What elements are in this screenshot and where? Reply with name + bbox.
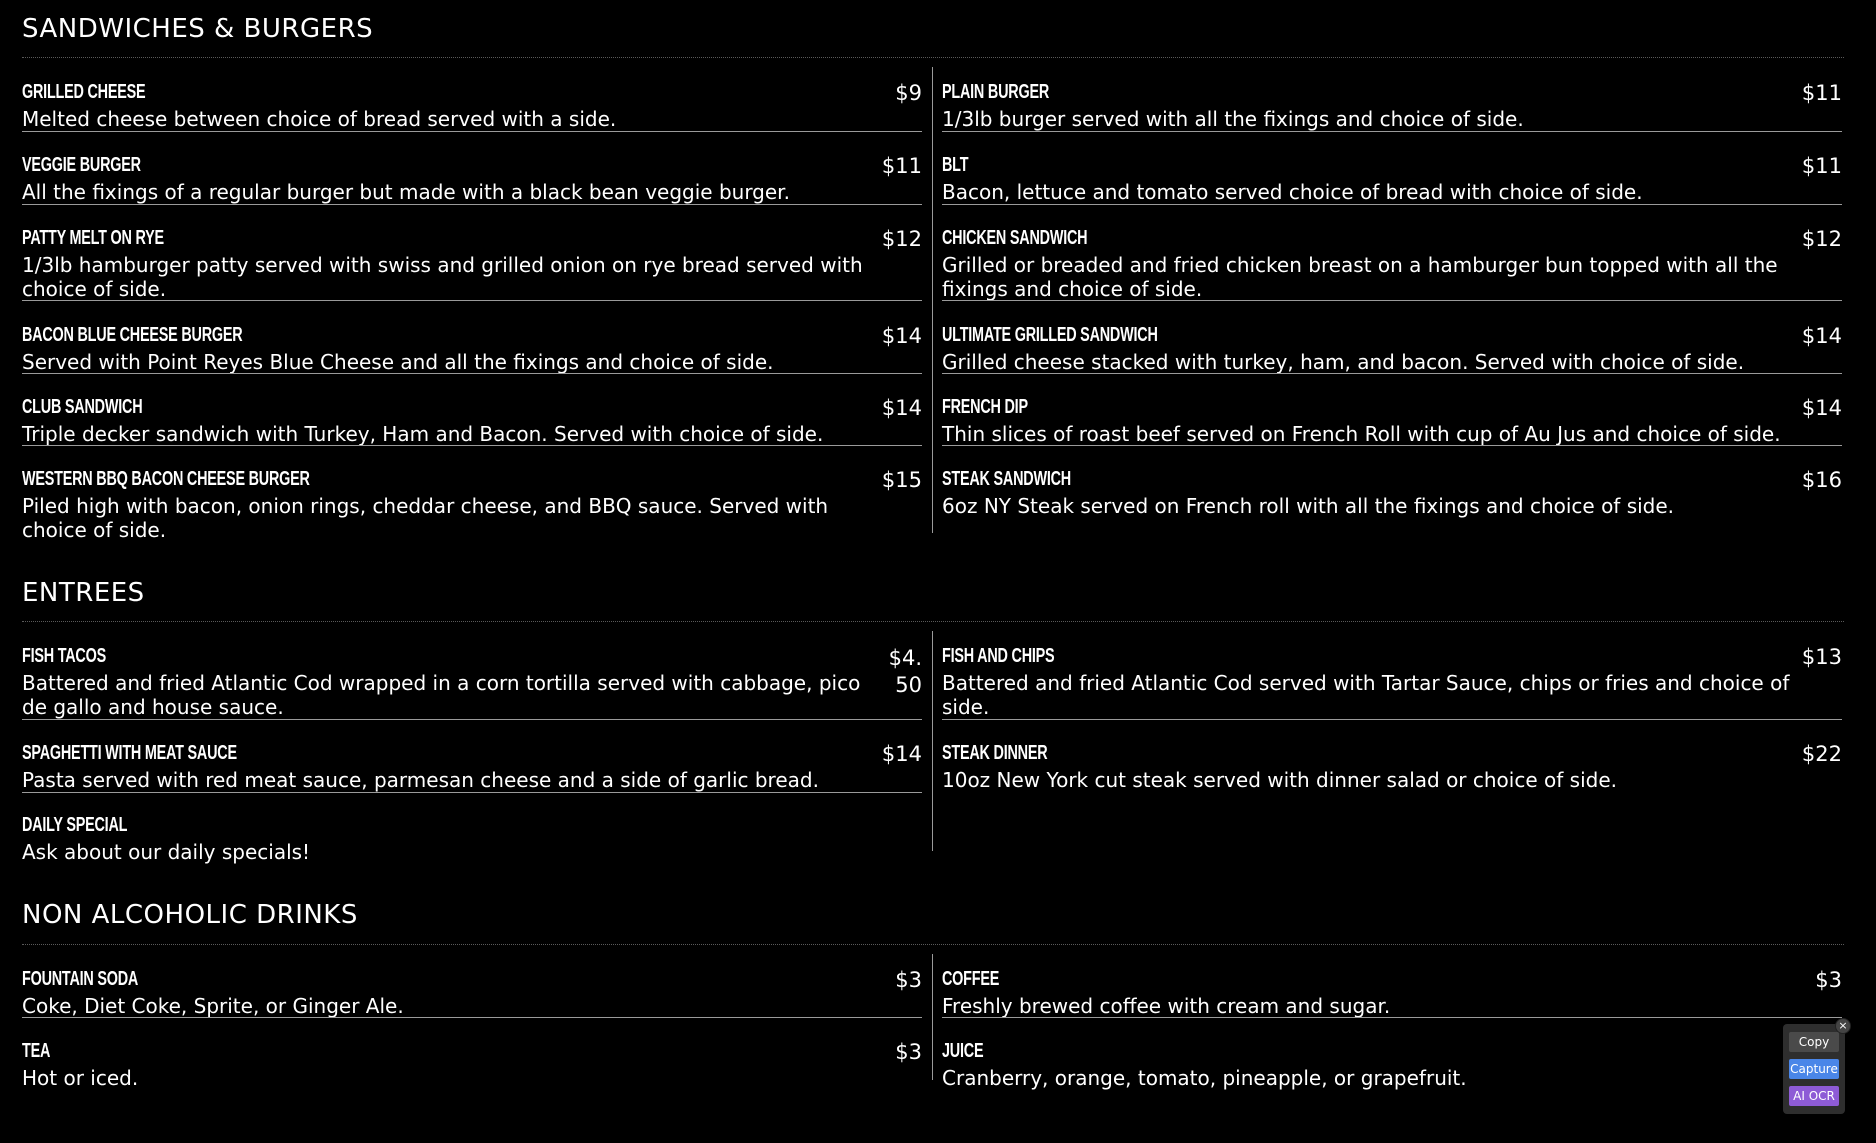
item-separator — [22, 445, 922, 446]
item-price: $12 — [1801, 227, 1842, 251]
item-separator — [942, 300, 1842, 301]
item-separator — [22, 792, 922, 793]
close-icon[interactable]: × — [1835, 1018, 1851, 1034]
item-description: Hot or iced. — [22, 1066, 139, 1090]
item-name: DAILY SPECIAL — [22, 814, 128, 836]
item-price: $13 — [1801, 645, 1842, 669]
item-separator — [22, 131, 922, 132]
item-price: $4.50 — [888, 646, 922, 697]
item-description: 6oz NY Steak served on French roll with all the fixings and choice of side. — [942, 494, 1675, 518]
item-description: Triple decker sandwich with Turkey, Ham and Bacon. Served with choice of side. — [22, 422, 824, 446]
item-name: PATTY MELT ON RYE — [22, 227, 164, 249]
item-description: Cranberry, orange, tomato, pineapple, or grapefruit. — [942, 1066, 1467, 1090]
item-description: Thin slices of roast beef served on French Roll with cup of Au Jus and choice of side. — [942, 422, 1781, 446]
item-name: FISH AND CHIPS — [942, 645, 1055, 667]
ai-ocr-button[interactable]: AI OCR — [1789, 1086, 1839, 1106]
item-name: BACON BLUE CHEESE BURGER — [22, 324, 243, 346]
item-price: $11 — [1801, 154, 1842, 178]
item-price: $14 — [881, 396, 922, 420]
item-name: CLUB SANDWICH — [22, 396, 143, 418]
item-description: Battered and fried Atlantic Cod served with Tartar Sauce, chips or fries and choice of side. — [942, 671, 1790, 719]
item-description: Grilled or breaded and fried chicken breast on a hamburger bun topped with all the fixings and choice of side. — [942, 253, 1778, 301]
section-divider — [22, 57, 1844, 58]
item-price: $9 — [895, 81, 922, 105]
item-description: 1/3lb hamburger patty served with swiss and grilled onion on rye bread served with choice of side. — [22, 253, 863, 301]
item-description: Melted cheese between choice of bread served with a side. — [22, 107, 617, 131]
item-price: $12 — [881, 227, 922, 251]
item-description: Battered and fried Atlantic Cod wrapped in a corn tortilla served with cabbage, pico de gallo and house sauce. — [22, 671, 861, 719]
item-price: $22 — [1801, 742, 1842, 766]
item-name: JUICE — [942, 1040, 984, 1062]
item-description: Ask about our daily specials! — [22, 840, 311, 864]
item-price: $3 — [1815, 968, 1842, 992]
item-name: TEA — [22, 1040, 51, 1062]
section-sandwiches-burgers — [22, 14, 1844, 542]
column-divider — [932, 67, 933, 533]
item-price: $3 — [895, 1040, 922, 1064]
item-description: Grilled cheese stacked with turkey, ham, and bacon. Served with choice of side. — [942, 350, 1745, 374]
item-price: $14 — [1801, 396, 1842, 420]
item-separator — [22, 373, 922, 374]
item-separator — [22, 1017, 922, 1018]
section-title: NON ALCOHOLIC DRINKS — [22, 900, 358, 930]
item-price: $15 — [881, 468, 922, 492]
section-non-alcoholic-drinks — [22, 900, 1844, 1090]
item-name: WESTERN BBQ BACON CHEESE BURGER — [22, 468, 310, 490]
item-price: $14 — [881, 324, 922, 348]
item-name: FOUNTAIN SODA — [22, 968, 139, 990]
item-name: STEAK SANDWICH — [942, 468, 1071, 490]
section-title: ENTREES — [22, 578, 145, 608]
item-price: $11 — [881, 154, 922, 178]
item-separator — [942, 1017, 1842, 1018]
item-separator — [942, 445, 1842, 446]
capture-button[interactable]: Capture — [1789, 1059, 1839, 1079]
item-name: BLT — [942, 154, 969, 176]
item-name: SPAGHETTI WITH MEAT SAUCE — [22, 742, 237, 764]
item-price: $14 — [1801, 324, 1842, 348]
item-description: Served with Point Reyes Blue Cheese and all the fixings and choice of side. — [22, 350, 774, 374]
item-separator — [942, 373, 1842, 374]
item-name: GRILLED CHEESE — [22, 81, 146, 103]
item-name: PLAIN BURGER — [942, 81, 1050, 103]
ocr-widget — [1783, 1019, 1848, 1114]
item-separator — [22, 204, 922, 205]
item-name: ULTIMATE GRILLED SANDWICH — [942, 324, 1158, 346]
copy-button[interactable]: Copy — [1789, 1032, 1839, 1052]
item-name: FISH TACOS — [22, 645, 106, 667]
item-name: FRENCH DIP — [942, 396, 1028, 418]
item-description: Coke, Diet Coke, Sprite, or Ginger Ale. — [22, 994, 404, 1018]
item-name: CHICKEN SANDWICH — [942, 227, 1088, 249]
item-description: Bacon, lettuce and tomato served choice of bread with choice of side. — [942, 180, 1643, 204]
item-description: 10oz New York cut steak served with dinner salad or choice of side. — [942, 768, 1617, 792]
item-separator — [22, 300, 922, 301]
item-description: Freshly brewed coffee with cream and sugar. — [942, 994, 1391, 1018]
item-price: $14 — [881, 742, 922, 766]
section-title: SANDWICHES & BURGERS — [22, 14, 374, 44]
item-description: Piled high with bacon, onion rings, cheddar cheese, and BBQ sauce. Served with choice of side. — [22, 494, 829, 542]
item-name: STEAK DINNER — [942, 742, 1048, 764]
section-divider — [22, 944, 1844, 945]
item-description: Pasta served with red meat sauce, parmesan cheese and a side of garlic bread. — [22, 768, 819, 792]
section-entrees — [22, 578, 1844, 864]
item-price: $11 — [1801, 81, 1842, 105]
item-name: COFFEE — [942, 968, 1000, 990]
item-description: 1/3lb burger served with all the fixings and choice of side. — [942, 107, 1524, 131]
section-divider — [22, 621, 1844, 622]
column-divider — [932, 954, 933, 1080]
item-name: VEGGIE BURGER — [22, 154, 141, 176]
item-separator — [22, 719, 922, 720]
item-description: All the fixings of a regular burger but made with a black bean veggie burger. — [22, 180, 790, 204]
item-separator — [942, 131, 1842, 132]
item-separator — [942, 204, 1842, 205]
item-price: $3 — [895, 968, 922, 992]
item-separator — [942, 719, 1842, 720]
item-price: $16 — [1801, 468, 1842, 492]
column-divider — [932, 631, 933, 851]
